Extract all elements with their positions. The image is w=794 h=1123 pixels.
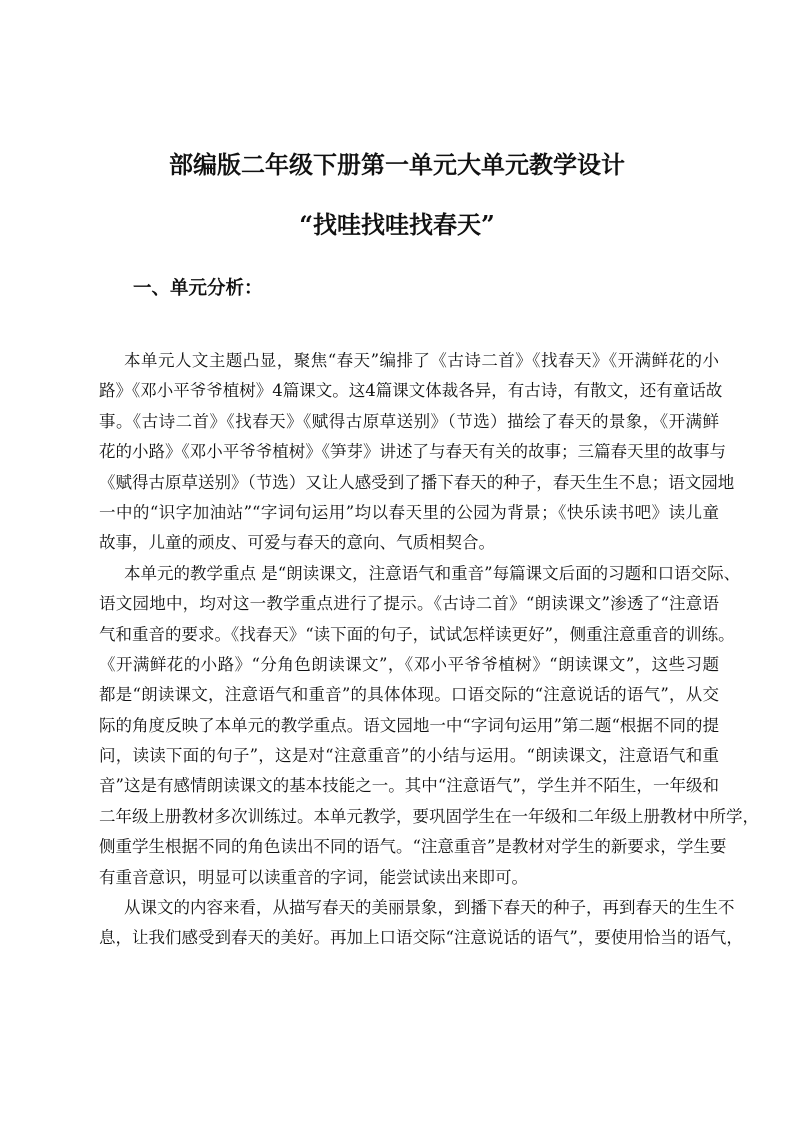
paragraph-line: 一中的“识字加油站”“字词句运用”均以春天里的公园为背景；《快乐读书吧》读儿童 [99,502,719,522]
paragraph-line: 二年级上册教材多次训练过。本单元教学，要巩固学生在一年级和二年级上册教材中所学， [99,806,759,826]
paragraph-line: 息，让我们感受到春天的美好。再加上口语交际“注意说话的语气”，要使用恰当的语气， [99,928,743,948]
paragraph-line: 语文园地中，均对这一教学重点进行了提示。《古诗二首》“朗读课文”渗透了“注意语 [99,594,719,614]
document-subtitle: “找哇找哇找春天” [299,210,495,239]
section-heading-unit-analysis: 一、单元分析： [133,278,263,299]
paragraph-line: 音”这是有感情朗读课文的基本技能之一。其中“注意语气”，学生并不陌生，一年级和 [99,776,719,796]
paragraph-line: 气和重音的要求。《找春天》“读下面的句子，试试怎样读更好”，侧重注意重音的训练。 [99,624,735,644]
paragraph-line: 花的小路》《邓小平爷爷植树》《笋芽》讲述了与春天有关的故事；三篇春天里的故事与 [99,442,726,462]
paragraph-line: 路》《邓小平爷爷植树》4篇课文。这4篇课文体裁各异，有古诗，有散文，还有童话故 [99,381,723,401]
paragraph-line: 本单元人文主题凸显，聚焦“春天”编排了《古诗二首》《找春天》《开满鲜花的小 [124,351,719,370]
paragraph-line: 际的角度反映了本单元的教学重点。语文园地一中“字词句运用”第二题“根据不同的提 [99,715,719,735]
document-title: 部编版二年级下册第一单元大单元教学设计 [169,150,625,179]
paragraph-line: 本单元的教学重点 是“朗读课文，注意语气和重音”每篇课文后面的习题和口语交际、 [124,563,741,583]
body-text [99,346,759,954]
paragraph-line: 故事，儿童的顽皮、可爱与春天的意向、气质相契合。 [99,533,495,553]
paragraph-line: 从课文的内容来看，从描写春天的美丽景象，到播下春天的种子，再到春天的生生不 [124,898,735,918]
paragraph-line: 事。《古诗二首》《找春天》《赋得古原草送别》（节选）描绘了春天的景象，《开满鲜 [99,411,719,431]
paragraph-line: 侧重学生根据不同的角色读出不同的语气。“注意重音”是教材对学生的新要求，学生要 [99,837,727,857]
paragraph-line: 问，读读下面的句子”，这是对“注意重音”的小结与运用。“朗读课文，注意语气和重 [99,746,719,766]
paragraph-line: 都是“朗读课文，注意语气和重音”的具体体现。口语交际的“注意说话的语气”，从交 [99,685,719,705]
paragraph-line: 《开满鲜花的小路》“分角色朗读课文”，《邓小平爷爷植树》“朗读课文”，这些习题 [99,654,719,674]
paragraph-line: 《赋得古原草送别》（节选）又让人感受到了播下春天的种子，春天生生不息；语文园地 [99,472,735,492]
paragraph-line: 有重音意识，明显可以读重音的字词，能尝试读出来即可。 [99,867,528,887]
